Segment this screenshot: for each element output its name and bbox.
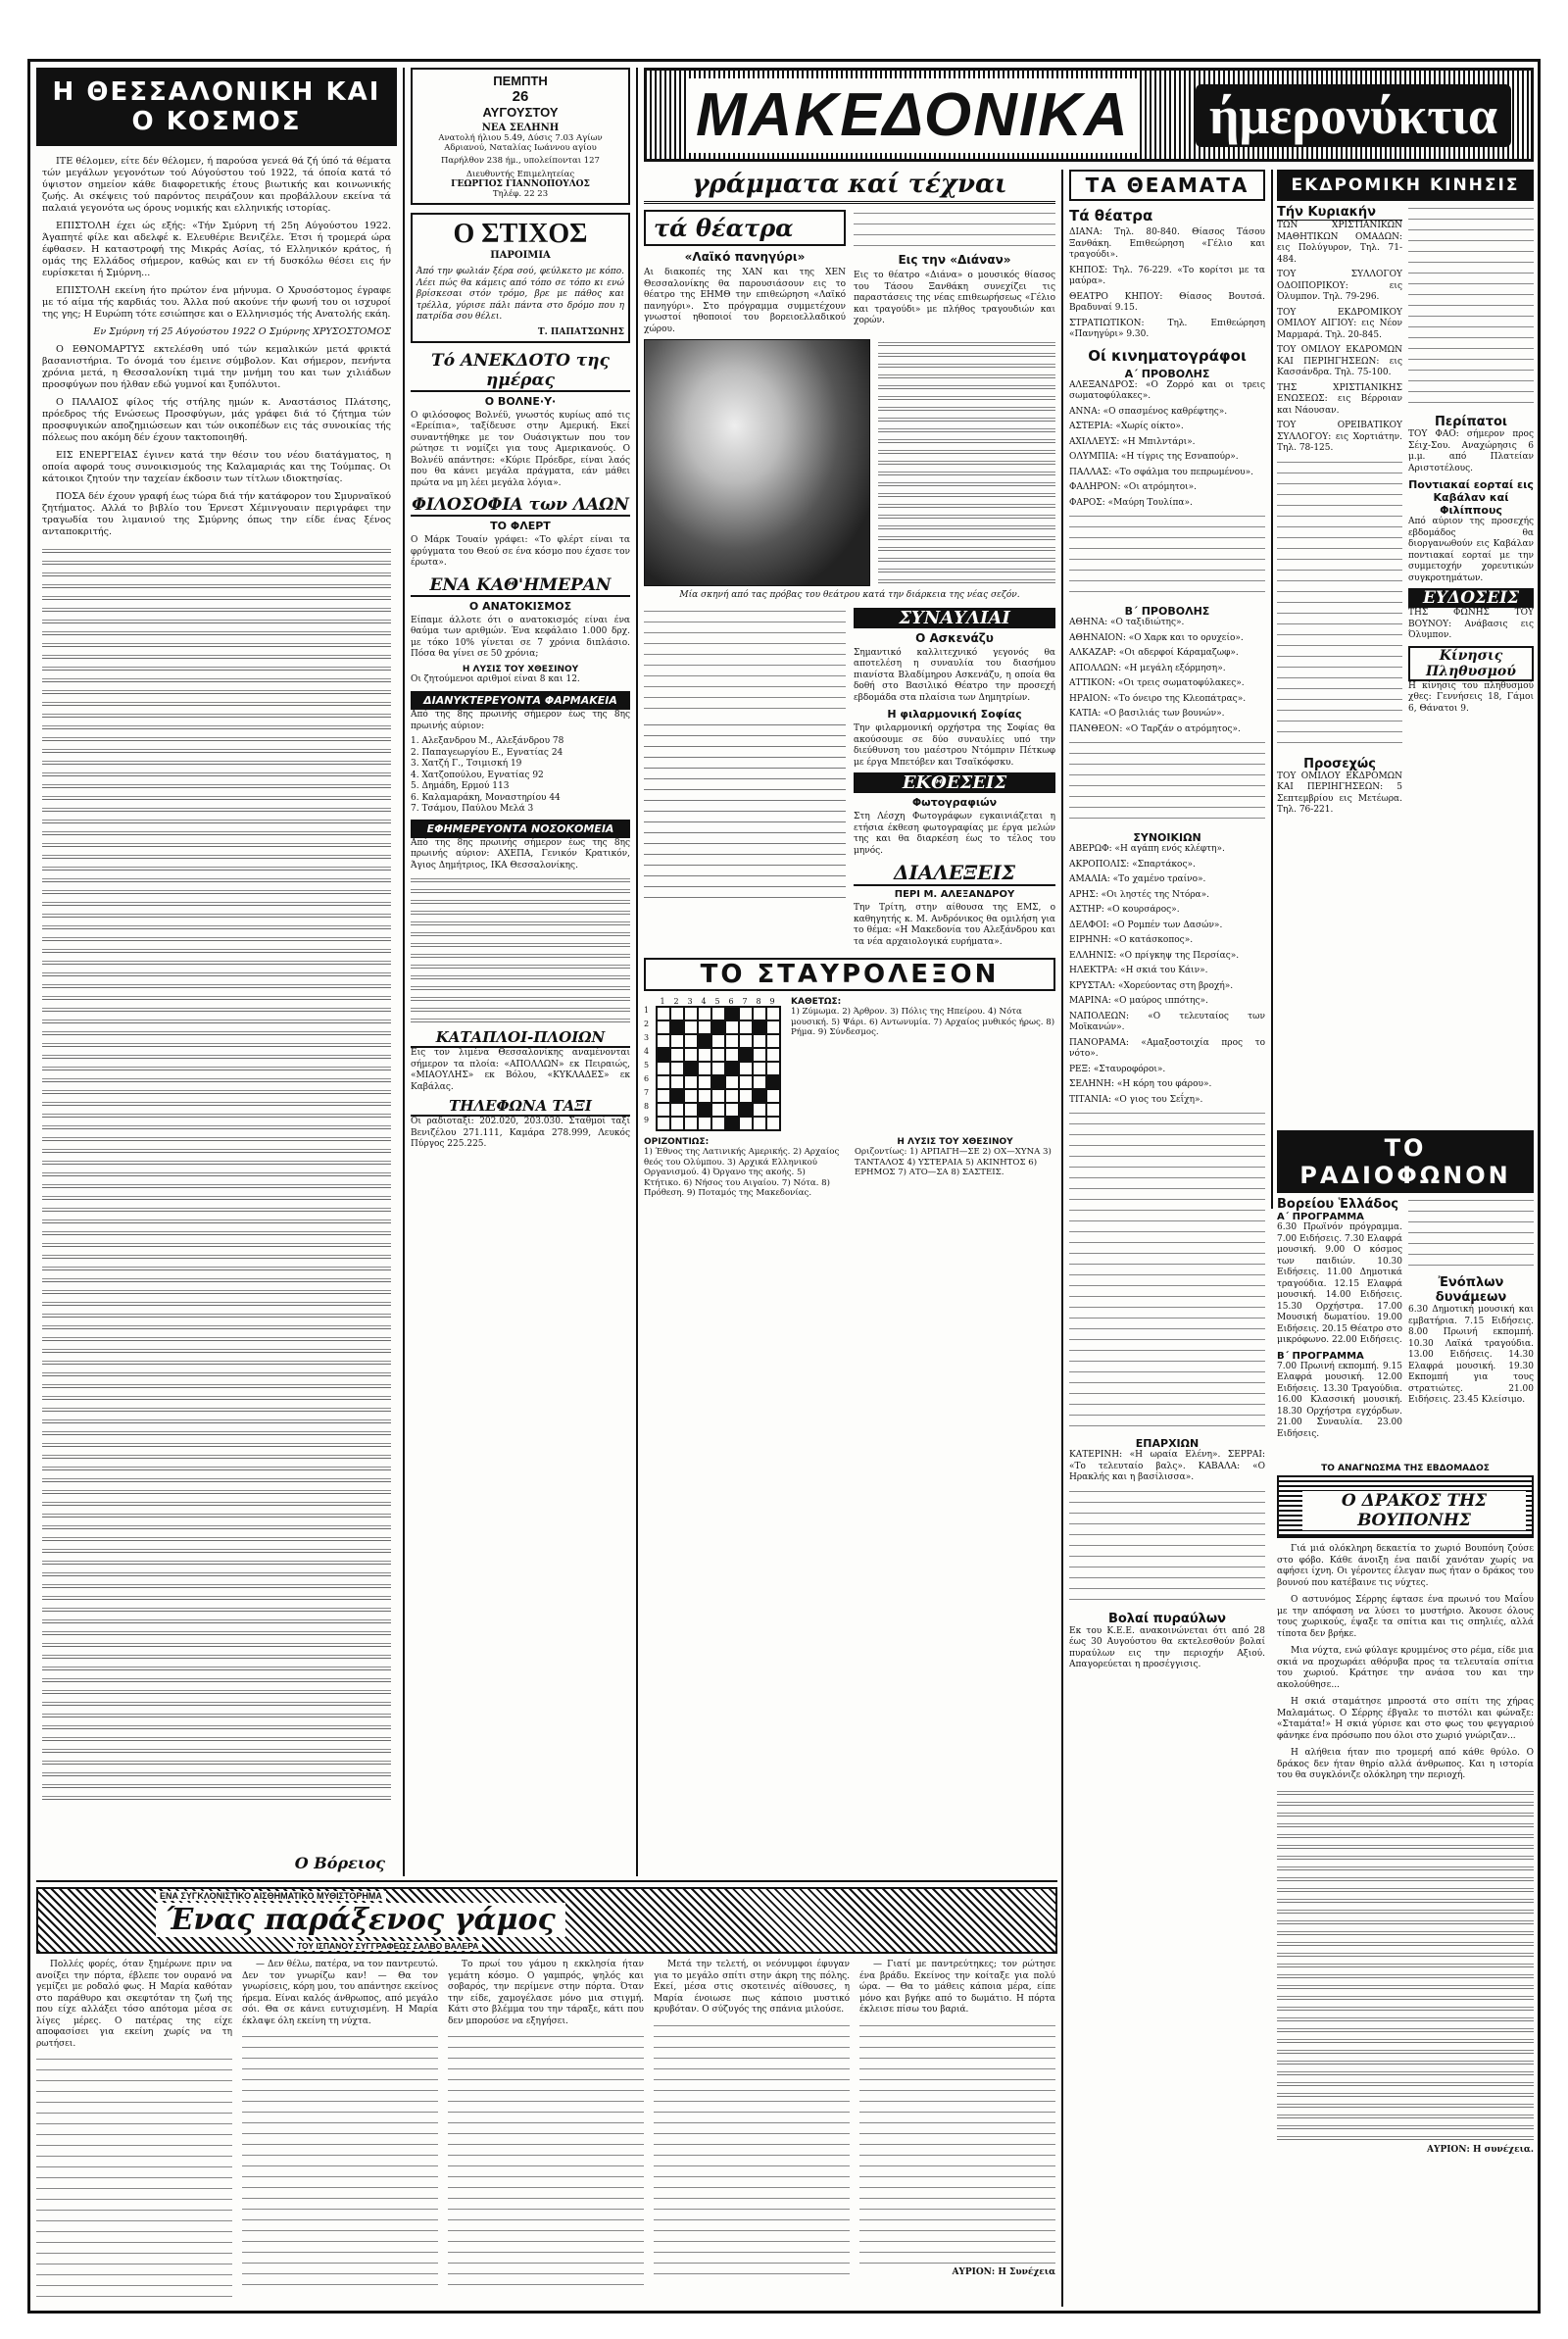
pontic-title: Ποντιακαί εορταί εις Καβάλαν καί Φιλίππους [1408,478,1534,517]
program-b-title: Β΄ ΠΡΟΓΡΑΜΜΑ [1277,1350,1364,1362]
program-b: 7.00 Πρωινή εκπομπή. 9.15 Ελαφρά μουσική. 12.00 Ειδήσεις. 13.30 Τραγούδια. 16.00 Κλασσική μουσική. 18.30 Ορχήστρα εγχόρδων. 21.00 Συναυλία. 23.00 Ειδήσεις. [1277,1361,1402,1439]
cinema-listing: ΑΛΚΑΖΑΡ: «Οι αδερφοί Κάραμαζωφ». [1069,648,1239,658]
left-column-title: Η ΘΕΣΣΑΛΟΝΙΚΗ ΚΑΙ Ο ΚΟΣΜΟΣ [36,68,397,146]
cinema-listing: ΑΣΤΗΡ: «Ο κουρσάρος». [1069,905,1180,915]
cinema-listing: ΦΑΡΟΣ: «Μαύρη Τουλίπα». [1069,497,1193,508]
crossword-row-numbers: 1 2 3 4 5 6 7 8 9 [644,1006,650,1124]
population-title: Κίνησις Πληθυσμού [1408,646,1534,681]
shows-column [1069,170,1265,2307]
stichos-verse: Άπό την φωλιάν ξέρα σού, φεύλκετο με κόπο. Λέει πώς θα κάμεις από τόπο σε τόπο κι ενώ βρίσκεσαι στόν τρόμο, βρε με πάθος και τρέλλα, γύρισε πάλι πάντα στο δρόμο που η πατρίδα σου θέλει. [416,267,624,322]
cinema-listing: ΜΑΡΙΝΑ: «Ο μαύρος ιππότης». [1069,996,1208,1006]
cinema-listing: ΑΘΗΝΑ: «Ο ταξιδιώτης». [1069,618,1185,627]
ships-body: Εις τον λιμένα Θεσσαλονίκης αναμένονται σήμερον τα πλοία: «ΑΠΟΛΛΩΝ» εκ Πειραιώς, «ΜΙΑΟΥΛΗΣ» εκ Βόλου, «ΚΥΚΛΑΔΕΣ» εκ Καβάλας. [411,1048,630,1092]
masthead [644,68,1534,162]
serial-novel [36,1887,1057,2307]
radio-title: ΤΟ ΡΑΔΙΟΦΩΝΟΝ [1277,1130,1534,1193]
weekly-story-continued: ΑΥΡΙΟΝ: Η συνέχεια. [1427,2144,1534,2155]
cinema-listing: ΑΛΕΞΑΝΔΡΟΣ: «Ο Ζορρό και οι τρεις σωματοφύλακες». [1069,379,1265,401]
cinema-listing: ΑΧΙΛΛΕΥΣ: «Η Μπιλντάρι». [1069,436,1196,447]
pharmacy-item: 7. Τσάμου, Παύλου Μελά 3 [411,804,534,814]
month: ΑΥΓΟΥΣΤΟΥ [482,105,559,120]
filler-text [1408,205,1534,411]
date-line: Εν Σμύρνη τή 25 Αύγούστου 1922 Ο Σμύρνης ΧΡΥΣΟΣΤΟΜΟΣ [93,326,391,337]
excursions-column [1277,170,1534,1209]
cinema-listing: ΚΡΥΣΤΑΛ: «Χορεύοντας στη βροχή». [1069,980,1234,991]
year-info: Παρήλθον 238 ήμ., υπολείπονται 127 [441,156,600,166]
theatre-subtitle: «Λαϊκό πανηγύρι» [684,250,806,264]
excursion-item: ΤΟΥ ΕΚΔΡΟΜΙΚΟΥ ΟΜΙΛΟΥ ΑΙΓΙΟΥ: εις Νέον Μαρμαρά. Τηλ. 20-845. [1277,307,1402,340]
theatre-section-title: τά θέατρα [644,210,846,246]
paragraph: Η αλήθεια ήταν πιο τρομερή από κάθε θρύλο. Ο δράκος δεν ήταν θηρίο αλλά άνθρωπος. Και η ιστορία του θα συγκλόνιζε ολόκληρη την περιοχή. [1277,1748,1534,1780]
eudoseis-body: ΤΗΣ ΦΩΝΗΣ ΤΟΥ ΒΟΥΝΟΥ: Ανάβασις εις Όλυμπον. [1408,608,1534,640]
crossword-vertical: 1) Ζύμωμα. 2) Άρθρον. 3) Πόλις της Ηπείρου. 4) Νότα μουσική. 5) Ψάρι. 6) Αντωνυμία. 7) Αρχαίος μυθικός ήρως. 8) Ρήμα. 9) Σύνδεσμος. [791,1007,1055,1037]
filler-text [1069,1488,1265,1606]
pharmacy-item: 3. Χατζή Γ., Τσιμισκή 19 [411,759,522,769]
cinema-listing: ΣΕΛΗΝΗ: «Η κόρη του φάρου». [1069,1079,1212,1089]
philosophy-heading: ΤΟ ΦΛΕΡΤ [490,520,551,532]
diana-intro [854,210,1055,249]
stichos-subtitle: ΠΑΡΟΙΜΙΑ [490,250,551,261]
center-left-column [411,68,630,1876]
concerts-heading: ΣΥΝΑΥΛΙΑΙ [854,608,1055,628]
date-box [411,68,630,205]
serial-column: — Γιατί με παντρεύτηκες; τον ρώτησε ένα βράδυ. Εκείνος την κοίταξε για πολύ ώρα. — Θα το μάθεις κάποια μέρα, είπε μόνο και βγήκε από το δωμάτιο. Η πόρτα έκλεισε πίσω του βαριά. ΑΥΡΙΟΝ: Η Συνέχεια [859,1960,1055,2277]
philosophy-title: ΦΙΛΟΣΟΦΙΑ των ΛΑΩΝ [412,495,629,515]
daily-solution-label: Η ΛΥΣΙΣ ΤΟΥ ΧΘΕΣΙΝΟΥ [462,664,579,674]
daily-box [411,575,630,686]
cinema-listing: ΕΛΛΗΝΙΣ: «Ο πρίγκηψ της Περσίας». [1069,950,1240,961]
cinema-listing: ΑΡΗΣ: «Οι ληστές της Ντόρα». [1069,889,1209,900]
paragraph: Μια νύχτα, ενώ φύλαγε κρυμμένος στο ρέμα, είδε μια σκιά να προχωράει αθόρυβα προς τα τελευταία σπίτια του χωριού. Κράτησε την ανάσα του και την ακολούθησε... [1277,1646,1534,1690]
diana-title: Εις την «Διάναν» [898,253,1011,267]
cinema-listing: ΑΣΤΕΡΙΑ: «Χωρίς οίκτο». [1069,422,1184,431]
program-a: 6.30 Πρωϊνόν πρόγραμμα. 7.00 Ειδήσεις. 7.30 Ελαφρά μουσική. 9.00 Ο κόσμος των παιδιών. 10.30 Ειδήσεις. 11.00 Δημοτικά τραγούδια. 12.15 Ελαφρά μουσική. 14.00 Ειδήσεις. 15.30 Ορχήστρα. 17.00 Μουσική δωματίου. 19.00 Ειδήσεις. 20.15 Θέατρο στο μικρόφωνο. 22.00 Ειδήσεις. [1277,1222,1402,1345]
provinces-listing: ΚΑΤΕΡΙΝΗ: «Η ωραία Ελένη». ΣΕΡΡΑΙ: «Το τελευταίο βαλς». ΚΑΒΑΛΑ: «Ο Ηρακλής και η βασίλισσα». [1069,1450,1265,1482]
armed-forces-title: Ἐνόπλων δυνάμεων [1435,1275,1507,1305]
filler-text [411,875,630,1022]
pharmacy-item: 5. Δημάδη, Ερμού 113 [411,781,510,791]
pharmacies-intro: Από της 8ης πρωινής σήμερον έως της 8ης πρωινής αύριον: [411,710,630,731]
theatre-photo [644,339,870,586]
serial-continued: ΑΥΡΙΟΝ: Η Συνέχεια [952,2266,1055,2277]
cinema-listing: ΗΛΕΚΤΡΑ: «Η σκιά του Κάιν». [1069,966,1208,975]
filler-text [1069,1110,1265,1433]
daily-solution: Οι ζητούμενοι αριθμοί είναι 8 και 12. [411,673,580,684]
serial-banner [36,1887,1057,1954]
cinema-listing: ΠΑΝΘΕΟΝ: «Ο Ταρζάν ο ατρόμητος». [1069,723,1241,734]
second-run-title: Β΄ ΠΡΟΒΟΛΗΣ [1124,605,1210,618]
exhibitions-subtitle: Φωτογραφιών [911,796,998,809]
editor-label: Διευθυντής Επιμελητείας [466,170,575,179]
cinema-listing: ΟΛΥΜΠΙΑ: «Η τίγρις της Εσναπούρ». [1069,452,1239,462]
cinema-listing: ΗΡΑΙΟΝ: «Το όνειρο της Κλεοπάτρας». [1069,693,1247,704]
sun-times: Ανατολή ήλιου 5.49, Δύσις 7.03 Αγίων Αδριανού, Ναταλίας Ιωάννου αγίου [438,133,603,153]
filler-text [1277,1788,1534,2141]
photo-caption: Μία σκηνή από τας πρόβας του θεάτρου κατά την διάρκεια της νέας σεζόν. [679,590,1020,600]
cinema-listing: ΝΑΠΟΛΕΩΝ: «Ο τελευταίος των Μοϊκανών». [1069,1011,1265,1032]
paragraph: Η σκιά σταμάτησε μπροστά στο σπίτι της χήρας Μαλαμάτως. Ο Σέρρης έβγαλε το πιστόλι και φώναξε: «Σταμάτα!» Η σκιά γύρισε και στο φως του φεγγαριού φάνηκε ένα πρόσωπο που όλοι στο χωριό γνώριζαν... [1277,1697,1534,1741]
weekly-story-title: Ο ΔΡΑΚΟΣ ΤΗΣ ΒΟΥΠΟΝΗΣ [1302,1491,1526,1530]
crossword-solution-label: Η ΛΥΣΙΣ ΤΟΥ ΧΘΕΣΙΝΟΥ [897,1137,1013,1147]
stichos-title: Ο ΣΤΙΧΟΣ [453,219,588,249]
serial-column: Μετά την τελετή, οι νεόνυμφοι έφυγαν για το μεγάλο σπίτι στην άκρη της πόλης. Εκεί, μέσα στις σκοτεινές αίθουσες, η Μαρία ένοιωσε πως κάποιο μυστικό κρυβόταν. Ο σύζυγός της σπάνια μιλούσε. [654,1960,850,2307]
serial-column: Το πρωί του γάμου η εκκλησία ήταν γεμάτη κόσμο. Ο γαμπρός, ψηλός και σοβαρός, την περίμενε στην πόρτα. Όταν την είδε, χαμογέλασε μόνο μια στιγμή. Κάτι στο βλέμμα του την τάραξε, κάτι που δεν μπορούσε να εξηγήσει. [448,1960,644,2307]
moon-phase: ΝΕΑ ΣΕΛΗΝΗ [481,123,560,133]
exhibitions-heading: ΕΚΘΕΣΕΙΣ [854,772,1055,793]
paragraph: Γιά μιά ολόκληρη δεκαετία το χωριό Βουπόνη ζούσε στο φόβο. Κάθε άνοιξη ένα παιδί χανόταν χωρίς να αφήσει ίχνη. Οι γέροντες έλεγαν πως ήταν ο δράκος του βουνού που κατέβαινε τις νύχτες. [1277,1544,1534,1588]
eudoseis-title: ΕΥΔΟΣΕΙΣ [1408,588,1534,608]
pharmacies-box [411,691,630,816]
theatre-listing: ΣΤΡΑΤΙΩΤΙΚΟΝ: Τηλ. Επιθεώρηση «Πανηγύρι» 9.30. [1069,318,1265,339]
paragraph: ΕΠΙΣΤΟΛΗ εκείνη ήτο πρώτον ένα μήνυμα. Ο Χρυσόστομος έγραφε με τό αίμα τής καρδιάς του. Άλλα πού ακούνε τήν φωνή του οι ισχυροί της γης; Η Ευρώπη τότε εσιώπησε και ο Ελληνισμός τής Ανατολής εκάη. [42,285,391,320]
sunday-title: Τήν Κυριακήν [1277,205,1402,221]
cinemas-title: Οί κινηματογράφοι [1088,346,1247,365]
pharmacy-item: 6. Καλαμαράκη, Μοναστηρίου 44 [411,792,561,803]
philosophy-box [411,495,630,570]
masthead-left: ΜΑΚΕΔΟΝΙΚΑ [686,78,1140,153]
filler-text [1408,1197,1534,1275]
cinema-listing: ΑΝΝΑ: «Ο σπασμένος καθρέφτης». [1069,406,1228,417]
paragraph: Ο ΕΘΝΟΜΑΡΤΥΣ εκτελέσθη υπό τών κεμαλικών μετά φρικτά βασανιστήρια. Το όνομά του έμεινε σύμβολον. Και σήμερον, πενήντα χρόνια μετά, η Θεσσαλονίκη τιμά την μνήμη του και των χιλιάδων προσφύγων που ήλθαν εδώ γυμνοί και ξυπόλυτοι. [42,344,391,390]
population-body: Η κίνησις του πληθυσμού χθες: Γεννήσεις 18, Γάμοι 6, Θάνατοι 9. [1408,680,1534,714]
phone: Τηλέφ. 22 23 [492,189,549,199]
lectures-subtitle: ΠΕΡΙ Μ. ΑΛΕΞΑΝΔΡΟΥ [894,889,1015,900]
cinema-listing: ΑΘΗΝΑΙΟΝ: «Ο Χαρκ και το ορυχείο». [1069,632,1244,643]
cinema-listing: ΡΕΞ: «Σταυροφόροι». [1069,1064,1166,1074]
paragraph: Ο αστυνόμος Σέρρης έφτασε ένα πρωινό του Μαΐου με την απόφαση να λύσει το μυστήριο. Άκουσε όλους τους χωρικούς, έψαξε τα σπίτια και τις σπηλιές, αλλά τίποτα δεν βρήκε. [1277,1595,1534,1639]
cinema-listing: ΦΑΛΗΡΟΝ: «Οι ατρόμητοι». [1069,482,1198,492]
crossword-vertical-label: ΚΑΘΕΤΩΣ: [791,997,842,1007]
arts-column [644,170,1055,1385]
crossword-horizontal: 1) Έθνος της Λατινικής Αμερικής. 2) Αρχαίος θεός του Ολύμπου. 3) Αρχικά Ελληνικού Οργανισμού. 4) Όργανο της ακοής. 5) Κτήτικο. 6) Νήσος του Αιγαίου. 7) Νότα. 8) Πρόθεση. 9) Ποταμός της Μακεδονίας. [644,1147,840,1198]
cinema-listing: ΠΑΛΛΑΣ: «Το σφάλμα του πεπρωμένου». [1069,467,1253,477]
signature: Ο Βόρειος [294,1854,385,1872]
anecdote-body: Ο φιλόσοφος Βολνέϋ, γνωστός κυρίως από τις «Ερείπια», ταξίδευσε στην Αμερική. Εκεί συναντήθηκε με τον Ουάσιγκτων που τον ρώτησε τι νομίζει για τους Αμερικανούς. Ο Βολνέϋ απάντησε: «Κύριε Πρόεδρε, είναι λαός που θα κάνει μεγάλα πράγματα, εάν μάθει πρώτα να μη λέει μεγάλα λόγια». [411,410,630,488]
paragraph: ΕΠΙΣΤΟΛΗ έχει ώς εξής: «Τήν Σμύρνη τή 25η Αύγούστου 1922. Άγαπητέ φίλε και αδελφέ κ. Ελευθέριε Βενιζέλε. Έτσι ή τρομερά ώρα έφθασεν. Η καταστροφή της Μικράς Ασίας, τό Ελληνικόν κράτος, ή ομάς της Ελλάδος σήμερον, καθώς και εν τή δυσκόλω θέσει εις ήν ευρίσκεται ή Σμύρνη... [42,221,391,278]
first-run-title: Α΄ ΠΡΟΒΟΛΗΣ [1124,367,1210,380]
cinema-listing: ΔΕΛΦΟΙ: «Ο Ρομπέν των Δασών». [1069,920,1223,930]
weekly-story-label: ΤΟ ΑΝΑΓΝΩΣΜΑ ΤΗΣ ΕΒΔΟΜΑΔΟΣ [1321,1464,1490,1473]
philharmonic-title: Η φιλαρμονική Σοφίας [887,708,1022,721]
upcoming-body: ΤΟΥ ΟΜΙΛΟΥ ΕΚΔΡΟΜΩΝ ΚΑΙ ΠΕΡΙΗΓΗΣΕΩΝ: 5 Σεπτεμβρίου εις Μετέωρα. Τηλ. 76-221. [1277,771,1402,815]
theatre-listing: ΔΙΑΝΑ: Τηλ. 80-840. Θίασος Τάσου Ξανθάκη. Επιθεώρηση «Γέλιο και τραγούδι». [1069,227,1265,260]
crossword-title: ΤΟ ΣΤΑΥΡΟΛΕΞΟΝ [644,958,1055,991]
philosophy-body: Ο Μάρκ Τουαίν γράφει: «Το φλέρτ είναι τα φρύγματα του Θεού σε ένα κόσμο που έχασε τον έρωτα». [411,535,630,568]
editor-name: ΓΕΩΡΓΙΟΣ ΓΙΑΝΝΟΠΟΥΛΟΣ [451,179,590,189]
paragraph: ΠΟΣΑ δέν έχουν γραφή έως τώρα διά τήν κατάφορον του Σμυρναϊκού ζητήματος. Αλλά το βιβλίο του Έρνεστ Χέμινγουαιν περιγράφει την τραγωδία του λιμανιού της Σμύρνης όπως την είδε ένας ξένος ανταποκριτής. [42,491,391,537]
diana-body: Εις το θέατρο «Διάνα» ο μουσικός θίασος του Τάσου Ξανθάκη συνεχίζει τις παραστάσεις της νέας επιθεωρήσεως «Γέλιο και τραγούδι» με πλήθος τραγουδιών και χορών. [854,271,1055,325]
concerts-title: Ο Ασκενάζυ [915,630,994,645]
excursion-item: ΤΟΥ ΟΡΕΙΒΑΤΙΚΟΥ ΣΥΛΛΟΓΟΥ: εις Χορτιάτην. Τηλ. 78-125. [1277,421,1402,453]
cinema-listing: ΑΚΡΟΠΟΛΙΣ: «Σπαρτάκος». [1069,859,1196,870]
serial-author: ΤΟΥ ΙΣΠΑΝΟΥ ΣΥΓΓΡΑΦΕΩΣ ΣΑΛΒΟ ΒΑΛΕΡΑ [293,1941,482,1951]
stichos-box [411,213,630,343]
crossword-horizontal-label: ΟΡΙΖΟΝΤΙΩΣ: [644,1137,710,1147]
walks-title: Περίπατοι [1435,415,1507,429]
daily-body: Είπαμε άλλοτε ότι ο ανατοκισμός είναι ένα θαύμα των αριθμών. Ένα κεφάλαιο 1.000 δρχ. με τόκο 10% γίνεται σε 7 χρόνια διπλάσιο. Πόσα θα γίνει σε 50 χρόνια; [411,615,630,659]
cinema-listing: ΕΙΡΗΝΗ: «Ο κατάσκοπος». [1069,935,1194,945]
crossword-solution: Οριζοντίως: 1) ΑΡΠΑΓΗ—ΣΕ 2) ΟΧ—ΧΥΝΑ 3) ΤΑΝΤΑΛΟΣ 4) ΥΣΤΕΡΑΙΑ 5) ΑΚΙΝΗΤΟΣ 6) ΕΡΗΜΟΣ 7) ΑΤΟ—ΣΑ 8) ΣΑΣΤΕΙΣ. [855,1147,1052,1177]
hospitals-box [411,820,630,872]
ships-title: ΚΑΤΑΠΛΟΙ-ΠΛΟΙΩΝ [411,1028,630,1048]
pharmacy-item: 2. Παπαγεωργίου Ε., Εγνατίας 24 [411,747,564,758]
cinema-listing: ΑΒΕΡΩΦ: «Η αγάπη ενός κλέφτη». [1069,844,1225,854]
excursion-item: ΤΗΣ ΧΡΙΣΤΙΑΝΙΚΗΣ ΕΝΩΣΕΩΣ: εις Βέρροιαν και Νάουσαν. [1277,382,1402,416]
cinema-listing: ΠΑΝΟΡΑΜΑ: «Αμαξοστοιχία προς το νότο». [1069,1037,1265,1059]
crossword-numbers: 1 2 3 4 5 6 7 8 9 [660,997,775,1006]
paragraph: Ο ΠΑΛΑΙΟΣ φίλος τής στήλης ημών κ. Αναστάσιος Πλάτσης, πρόεδρος τής Ενώσεως Προσφύγων, μάς γράφει διά τό ζήτημα τών προσφυγικών αποζημιώσεων και τών οικοπέδων εις τάς συνοικίας τής πόλεως που ακόμη δέν έχουν τακτοποιηθή. [42,397,391,443]
cinema-listing: ΚΑΤΙΑ: «Ο βασιλιάς των βουνών». [1069,709,1225,719]
hospitals-title: ΕΦΗΜΕΡΕΥΟΝΤΑ ΝΟΣΟΚΟΜΕΙΑ [411,820,630,838]
concerts-body: Σημαντικό καλλιτεχνικό γεγονός θα αποτελέση η συναυλία του διασήμου πιανίστα Βλαδίμηρου Ασκενάζυ, η οποία θα δοθή στο Βασιλικό Θέατρο την προσεχή εβδομάδα στα πλαίσια των Δημητρίων. [854,647,1055,703]
serial-column: Πολλές φορές, όταν ξημέρωνε πριν να ανοίξει την πόρτα, έβλεπε τον ουρανό να γεμίζει με ροδαλό φως. Η Μαρία καθόταν στο παράθυρο και σκεφτόταν τη ζωή της που είχε αλλάξει τόσο απότομα μέσα σε λίγες μέρες. Ο πατέρας της είχε αποφασίσει για εκείνη χωρίς να τη ρωτήσει. [36,1960,232,2307]
filler-text [1069,513,1265,601]
serial-title: Ένας παράξενος γάμος [156,1903,565,1937]
pontic-body: Από αύριον της προσεχής εβδομάδος θα διοργανωθούν εις Καβάλαν ποντιακαί εορταί με την συμμετοχήν χορευτικών συγκροτημάτων. [1408,517,1534,583]
shows-title: ΤΑ ΘΕΑΜΑΤΑ [1069,170,1265,201]
exhibitions-body: Στη Λέσχη Φωτογράφων εγκαινιάζεται η ετήσια έκθεση φωτογραφίας με έργα μελών της και θα διαρκέση έως το τέλος του μηνός. [854,812,1055,856]
upcoming-title: Προσεχώς [1303,756,1376,771]
serial-label: ΕΝΑ ΣΥΓΚΛΟΝΙΣΤΙΚΟ ΑΙΣΘΗΜΑΤΙΚΟ ΜΥΘΙΣΤΟΡΗΜΑ [156,1891,386,1901]
program-a-title: Α΄ ΠΡΟΓΡΑΜΜΑ [1277,1212,1364,1222]
hospitals-body: Από της 8ης πρωινής σήμερον έως της 8ης πρωινής αύριον: ΑΧΕΠΑ, Γενικόν Κρατικόν, Άγιος Δημήτριος, ΙΚΑ Θεσσαλονίκης. [411,837,630,871]
taxi-box [411,1097,630,1151]
theatres-title: Τά θέατρα [1069,207,1153,224]
excursions-title: ΕΚΔΡΟΜΙΚΗ ΚΙΝΗΣΙΣ [1277,170,1534,201]
left-column-text [36,156,397,538]
date-number: 26 [512,88,529,105]
armed-forces-program: 6.30 Δημοτική μουσική και εμβατήρια. 7.15 Ειδήσεις. 8.00 Πρωινή εκπομπή. 10.30 Λαϊκά τραγούδια. 13.00 Ειδήσεις. 14.30 Ελαφρά μουσική. 19.30 Εκπομπή για τους στρατιώτες. 21.00 Ειδήσεις. 23.45 Κλείσιμο. [1408,1305,1534,1405]
cinema-listing: ΑΜΑΛΙΑ: «Το χαμένο τραίνο». [1069,874,1206,884]
day: ΠΕΜΠΤΗ [493,74,548,88]
pharmacies-title: ΔΙΑΝΥΚΤΕΡΕΥΟΝΤΑ ΦΑΡΜΑΚΕΙΑ [411,691,630,710]
anecdote-title: Τό ΑΝΕΚΔΟΤΟ της ημέρας [411,351,630,392]
taxi-title: ΤΗΛΕΦΩΝΑ ΤΑΞΙ [411,1097,630,1117]
crossword-box [644,958,1055,1199]
weekly-story-banner [1277,1475,1534,1538]
cinema-listing: ΤΙΤΑΝΙΑ: «Ο γιος του Σεΐχη». [1069,1094,1203,1105]
paragraph: ΕΙΣ ΕΝΕΡΓΕΙΑΣ έγινεν κατά την θέσιν του νέου διατάγματος, η οποία αφορά τους συνοικισμούς της Καλαμαριάς και της Τούμπας. Οι κάτοικοι ζητούν την ταχείαν έκδοσιν των τίτλων ιδιοκτησίας. [42,450,391,484]
theatre-listing: ΚΗΠΟΣ: Τηλ. 76-229. «Το κορίτσι με τα μαύρα». [1069,265,1265,286]
taxi-body: Οι ραδιοταξί: 202.020, 203.030. Σταθμοί ταξί Βενιζέλου 271.111, Καμάρα 278.999, Λευκός Πύργος 225.225. [411,1117,630,1149]
theatre-listing: ΘΕΑΤΡΟ ΚΗΠΟΥ: Θίασος Βουτσά. Βραδυναί 9.15. [1069,291,1265,313]
walks-body: ΤΟΥ ΦΑΟ: σήμερον προς Σέιχ-Σου. Αναχώρησις 6 μ.μ. από Πλατείαν Αριστοτέλους. [1408,429,1534,473]
daily-title: ΕΝΑ ΚΑΘ'ΗΜΕΡΑΝ [411,575,630,597]
excursion-item: ΤΩΝ ΧΡΙΣΤΙΑΝΙΚΩΝ ΜΑΘΗΤΙΚΩΝ ΟΜΑΔΩΝ: εις Πολύγυρον, Τηλ. 71-484. [1277,221,1402,265]
left-column [36,68,397,1876]
pharmacy-item: 1. Αλεξανδρου Μ., Αλεξάνδρου 78 [411,736,564,746]
excursion-item: ΤΟΥ ΟΜΙΛΟΥ ΕΚΔΡΟΜΩΝ ΚΑΙ ΠΕΡΙΗΓΗΣΕΩΝ: εις Κασσάνδρα. Τηλ. 75-100. [1277,345,1402,377]
provinces-title: ΕΠΑΡΧΙΩΝ [1135,1437,1200,1450]
radio-region: Βορείου Ἑλλάδος [1277,1197,1398,1212]
weekly-story [1277,1464,1534,2307]
paragraph: ΙΤΕ θέλομεν, είτε δέν θέλομεν, ή παρούσα γενεά θά ζή ύπό τά θέματα τών μεγάλων γεγονότων τού Αύγούστου τού 1922, τά όποία κατά τό ύψιστον σημείον κάθε διαφορετικής έτους βιωτικής και κοινωνικής ζωής. Αι σκέψεις τού παρόντος πειράζουν και προβάλλουν εκείνα τά παλαιά γεγονότα ως όρους νομικής και ελληνικής ιστορίας. [42,156,391,214]
anecdote-box [411,351,630,490]
stichos-author: Τ. ΠΑΠΑΤΣΩΝΗΣ [537,326,624,337]
filler-text [644,722,846,908]
anecdote-heading: Ο ΒΟΛΝΕ·Υ· [484,394,557,408]
weekly-story-text [1277,1544,1534,1782]
lectures-heading: ΔΙΑΛΕΞΕΙΣ [854,861,1055,886]
philharmonic-body: Την φιλαρμονική ορχήστρα της Σοφίας θα ακούσουμε σε δύο συναυλίες υπό την διεύθυνση του μαέστρου Ντόμπριν Πέτκωφ με έργα Μπετόβεν και Τσαϊκόφσκυ. [854,723,1055,768]
crossword-grid[interactable] [656,1006,781,1131]
filler-text [42,546,391,1801]
excursion-item: ΤΟΥ ΣΥΛΛΟΓΟΥ ΟΔΟΙΠΟΡΙΚΟΥ: εις Όλυμπον. Τηλ. 79-296. [1277,270,1402,302]
serial-column: — Δεν θέλω, πατέρα, να τον παντρευτώ. Δεν τον γνωρίζω καν! — Θα τον γνωρίσεις, κόρη μου, του απάντησε εκείνος ήρεμα. Είναι καλός άνθρωπος, από μεγάλο σόι. Θα σε κάνει ευτυχισμένη. Η Μαρία έκλαψε όλη εκείνη τη νύχτα. [242,1960,438,2307]
cinema-listing: ΑΠΟΛΛΩΝ: «Η μεγάλη εξόρμηση». [1069,663,1226,673]
masthead-right: ήμερονύκτια [1196,84,1511,147]
theatre-body: Αι διακοπές της ΧΑΝ και της ΧΕΝ Θεσσαλονίκης θα παρουσιάσουν εις το θέατρο της ΕΗΜΘ την επιθεώρηση «Λαϊκό πανηγύρι». Στο πρόγραμμα συμμετέχουν γνωστοί ηθοποιοί του βορειοελλαδικού χώρου. [644,268,846,334]
newspaper-page [27,59,1541,2314]
arts-title: γράμματα καί τέχναι [644,170,1055,204]
rocket-firing-body: Εκ του Κ.Ε.Ε. ανακοινώνεται ότι από 28 έως 30 Αυγούστου θα εκτελεσθούν βολαί πυραύλων εις την περιοχήν Αξιού. Απαγορεύεται η προσέγγισις. [1069,1625,1265,1669]
daily-heading: Ο ΑΝΑΤΟΚΙΣΜΟΣ [468,599,572,613]
cinema-listing: ΑΤΤΙΚΟΝ: «Οι τρεις σωματοφύλακες». [1069,678,1245,688]
pharmacy-item: 4. Χατζοπούλου, Εγνατίας 92 [411,770,544,780]
suburbs-title: ΣΥΝΟΙΚΙΩΝ [1133,831,1201,844]
filler-text [1069,739,1265,827]
rocket-firing-title: Βολαί πυραύλων [1107,1611,1227,1626]
filler-text [878,339,1055,584]
ships-box [411,1028,630,1093]
radio-section [1277,1130,1534,1454]
lectures-body: Την Τρίτη, στην αίθουσα της ΕΜΣ, ο καθηγητής κ. Μ. Ανδρόνικος θα ομιλήση για το θέμα: «Η Μακεδονία του Αλεξάνδρου και τα νέα αρχαιολογικά ευρήματα». [854,903,1055,947]
filler-text [644,608,846,716]
filler-text [1277,459,1402,753]
